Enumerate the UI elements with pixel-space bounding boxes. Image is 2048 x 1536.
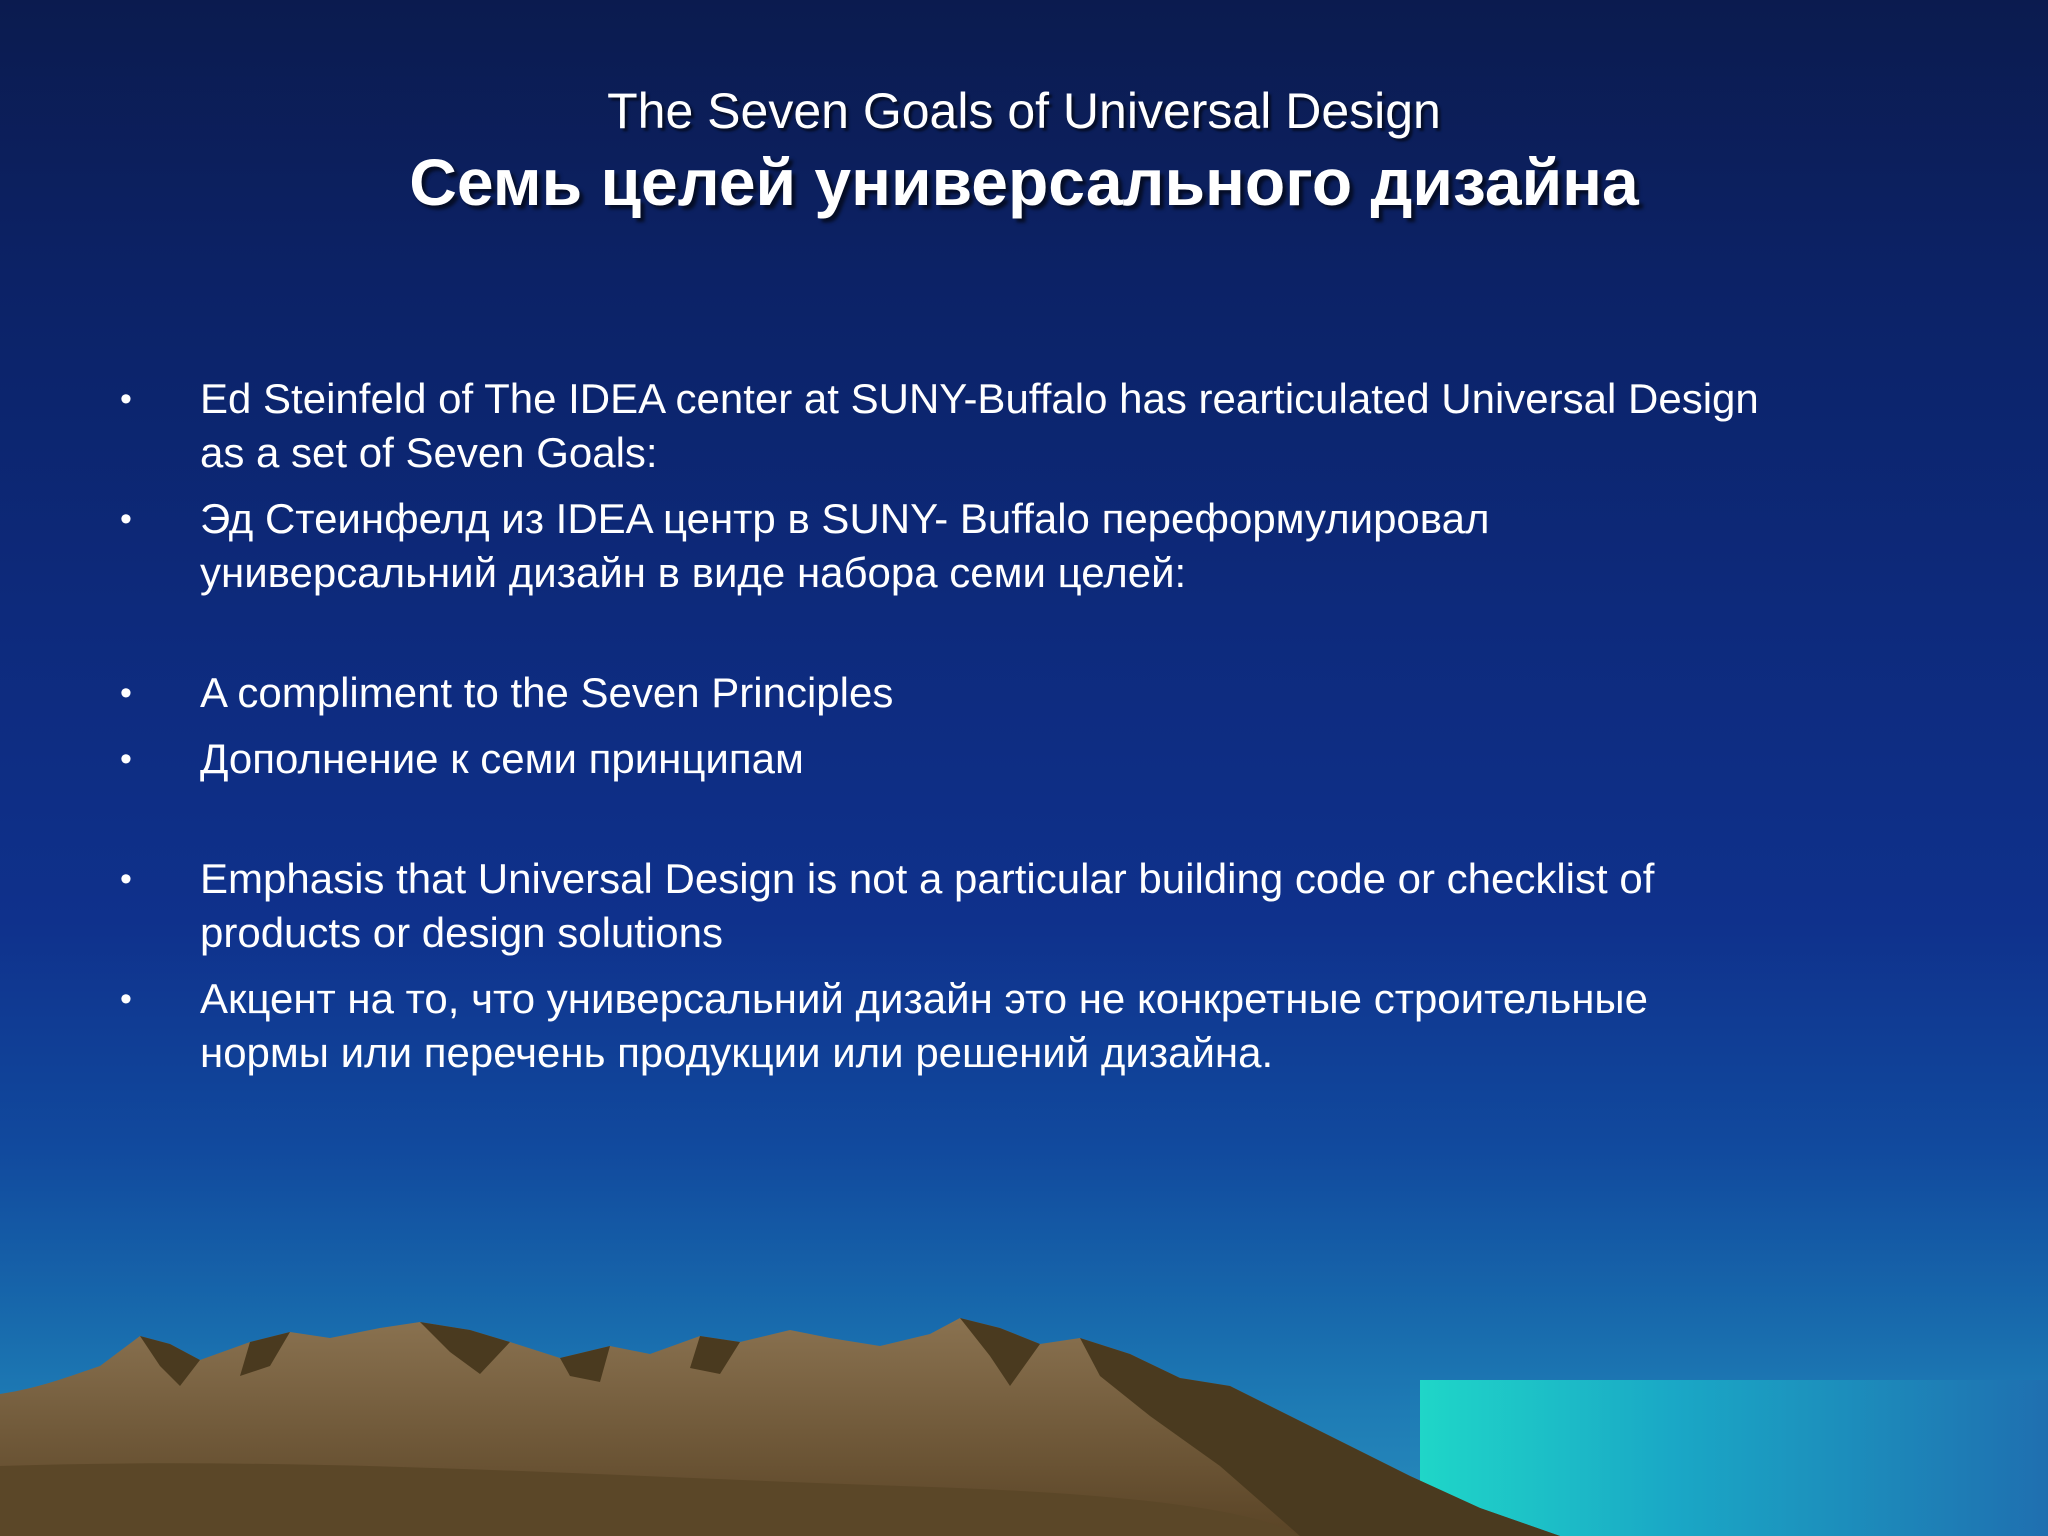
bullet-item (120, 372, 1920, 480)
bullet-line: нормы или перечень продукции или решений дизайна. (200, 1029, 1274, 1076)
bullet-item (120, 972, 1920, 1080)
bullet-line: Акцент на то, что универсальний дизайн это не конкретные строительные (200, 975, 1648, 1022)
bullet-item (120, 852, 1920, 960)
bullet-line: универсальний дизайн в виде набора семи целей: (200, 549, 1187, 596)
bullet-line: A compliment to the Seven Principles (200, 669, 894, 716)
title-block (0, 80, 2048, 222)
bullet-dot-icon: • (120, 380, 132, 418)
bullet-line: Эд Стеинфелд из IDEA центр в SUNY- Buffalo переформулировал (200, 495, 1490, 542)
bullet-item (120, 492, 1920, 600)
mountain-landscape (0, 1316, 2048, 1536)
title-russian: Семь целей универсального дизайна (409, 145, 1639, 219)
bullet-line: Ed Steinfeld of The IDEA center at SUNY-Buffalo has rearticulated Universal Design (200, 375, 1759, 422)
bullet-line: Дополнение к семи принципам (200, 735, 804, 782)
bullet-dot-icon: • (120, 674, 132, 712)
bullet-line: as a set of Seven Goals: (200, 429, 658, 476)
bullet-dot-icon: • (120, 500, 132, 538)
bullet-item (120, 666, 1920, 720)
bullet-item (120, 732, 1920, 786)
bullet-dot-icon: • (120, 980, 132, 1018)
bullet-line: products or design solutions (200, 909, 723, 956)
bullet-list (120, 372, 1920, 1092)
title-english: The Seven Goals of Universal Design (607, 83, 1441, 139)
sea-shape (1420, 1380, 2048, 1536)
bullet-dot-icon: • (120, 860, 132, 898)
bullet-line: Emphasis that Universal Design is not a particular building code or checklist of (200, 855, 1655, 902)
bullet-dot-icon: • (120, 740, 132, 778)
